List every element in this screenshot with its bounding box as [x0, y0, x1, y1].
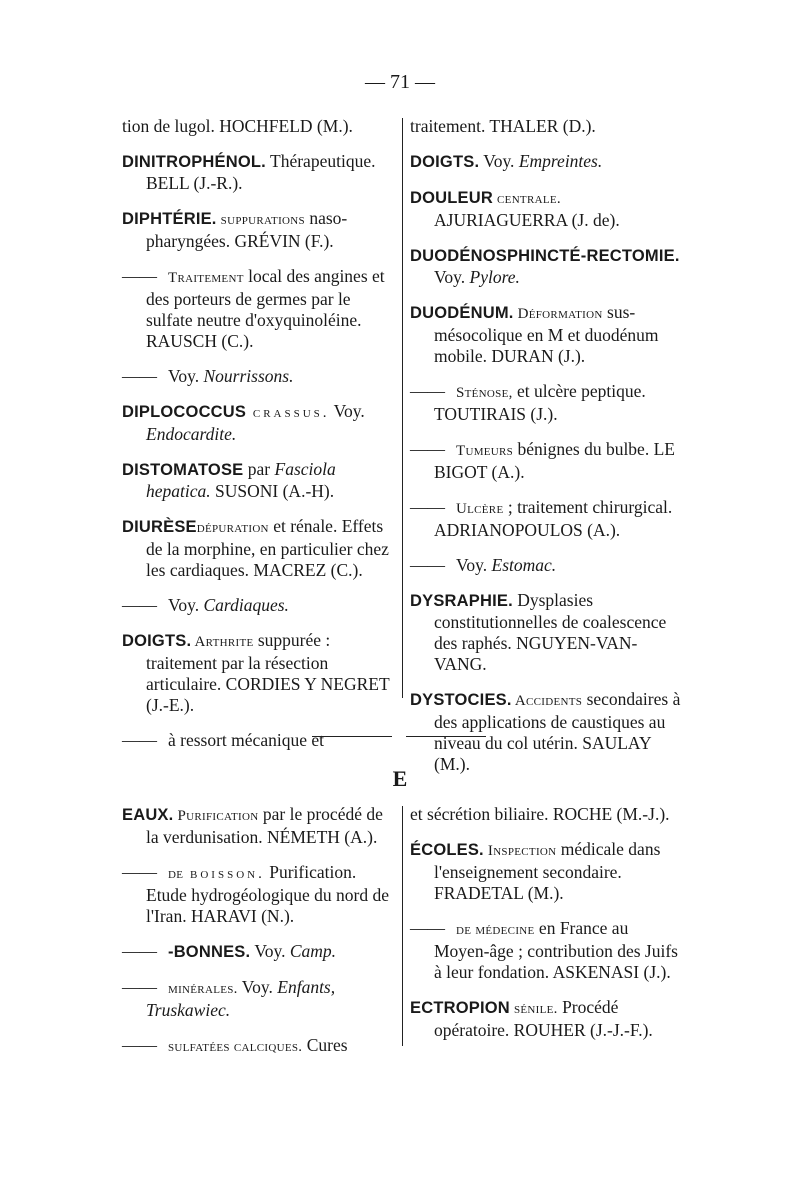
- entry-reference: Pylore.: [469, 267, 520, 287]
- entry-text: ; traitement chirurgical. ADRIANOPOULOS (A.).: [434, 497, 673, 540]
- index-entry: [122, 366, 394, 387]
- entry-text: naso-pharyngées. GRÉVIN (F.).: [146, 208, 348, 251]
- index-entry: [122, 977, 394, 1021]
- entry-text: AJURIAGUERRA (J. de).: [434, 210, 620, 230]
- index-entry: [122, 730, 394, 751]
- entry-text: Procédé opératoire. ROUHER (J.-J.-F.).: [434, 997, 653, 1040]
- entry-headword: DYSTOCIES.: [410, 691, 512, 709]
- index-entry: [410, 302, 686, 367]
- entry-subheading: Traitement: [168, 270, 244, 286]
- entry-text: Thérapeutique. BELL (J.-R.).: [146, 151, 376, 193]
- column-right-top: [410, 116, 686, 789]
- entry-spaced-term: boisson.: [183, 866, 265, 882]
- entry-text: Purification. Etude hydrogéologique du nord de l'Iran. HARAVI (N.).: [146, 862, 390, 926]
- index-entry: [122, 595, 394, 616]
- entry-reference: Enfants, Truskawiec.: [146, 977, 336, 1020]
- entry-text: Voy.: [237, 977, 278, 997]
- index-entry: [410, 997, 686, 1041]
- entry-reference: Empreintes.: [518, 151, 603, 171]
- column-divider-bottom: [402, 806, 403, 1046]
- index-entry: [410, 555, 686, 576]
- entry-subheading: sénile.: [509, 1001, 558, 1017]
- continuation-dash: ——: [410, 918, 445, 938]
- entry-text: Voy.: [434, 267, 470, 287]
- column-left-top: [122, 116, 394, 765]
- entry-subheading: suppurations: [216, 212, 305, 228]
- entry-subheading: Tumeurs: [456, 443, 514, 459]
- continuation-dash: ——: [122, 595, 157, 615]
- column-left-bottom: [122, 804, 394, 1072]
- entry-subheading: sulfatées calciques.: [168, 1039, 303, 1055]
- entry-text: local des angines et des porteurs de germes par le sulfate neutre d'oxyquinoléine. RAUSCH (C.).: [146, 266, 385, 351]
- entry-subheading: de: [168, 866, 184, 882]
- index-entry: [122, 630, 394, 716]
- index-entry: [410, 918, 686, 983]
- index-entry: [410, 689, 686, 775]
- entry-text: Voy.: [479, 151, 519, 171]
- entry-text: bénignes du bulbe. LE BIGOT (A.).: [434, 439, 675, 482]
- index-entry: [410, 439, 686, 483]
- continuation-dash: ——: [122, 1035, 157, 1055]
- entry-subheading: Ulcère: [456, 501, 504, 517]
- entry-subheading: de médecine: [456, 922, 535, 938]
- entry-reference: Fasciola hepatica.: [146, 459, 336, 501]
- entry-text: Voy.: [168, 595, 204, 615]
- index-entry: [410, 804, 686, 825]
- entry-text: sus-mésocolique en M et duodénum mobile. DURAN (J.).: [434, 302, 659, 366]
- entry-text: Dysplasies constitutionnelles de coalescence des raphés. NGUYEN-VAN-VANG.: [434, 590, 667, 674]
- entry-text: Voy.: [329, 401, 365, 421]
- continuation-dash: ——: [122, 977, 157, 997]
- index-entry: [122, 941, 394, 963]
- index-entry: [122, 516, 394, 581]
- column-divider-top: [402, 118, 403, 698]
- continuation-dash: ——: [122, 266, 157, 286]
- entry-reference: Endocardite.: [146, 424, 237, 444]
- index-entry: [122, 862, 394, 927]
- index-entry: [410, 245, 686, 288]
- continuation-dash: ——: [410, 497, 445, 517]
- entry-subheading: Inspection: [483, 843, 557, 859]
- index-entry: [410, 497, 686, 541]
- entry-headword: DINITROPHÉNOL.: [122, 153, 266, 171]
- entry-reference: Cardiaques.: [203, 595, 289, 615]
- entry-subheading: Accidents: [511, 693, 583, 709]
- entry-subheading: centrale.: [492, 191, 561, 207]
- entry-headword: DIPLOCOCCUS: [122, 403, 247, 421]
- entry-subheading: dépuration: [196, 520, 269, 536]
- index-entry: [122, 401, 394, 445]
- entry-text: par le procédé de la verdunisation. NÉMETH (A.).: [146, 804, 383, 847]
- entry-text: secondaires à des applications de caustiques au niveau du col utérin. SAULAY (M.).: [434, 689, 681, 774]
- entry-subheading: Arthrite: [191, 634, 254, 650]
- index-entry: [122, 116, 394, 137]
- continuation-dash: ——: [410, 439, 445, 459]
- entry-headword: EAUX.: [122, 806, 174, 824]
- entry-text: par: [243, 459, 275, 479]
- entry-text: Voy.: [250, 941, 290, 961]
- entry-author: rénale. Effets de la morphine, en particulier chez les cardiaques. MACREZ (C.).: [146, 516, 389, 580]
- section-divider-right: [406, 736, 486, 737]
- entry-text: en France au Moyen-âge ; contribution des Juifs à leur fondation. ASKENASI (J.).: [434, 918, 678, 982]
- entry-headword: DUODÉNOSPHINCTÉ-RECTOMIE.: [410, 247, 680, 265]
- entry-headword: DOIGTS.: [122, 632, 192, 650]
- entry-headword: DYSRAPHIE.: [410, 592, 513, 610]
- entry-text: Cures: [302, 1035, 348, 1055]
- entry-subheading: Déformation: [513, 306, 603, 322]
- index-entry: [122, 1035, 394, 1058]
- continuation-dash: ——: [122, 730, 157, 750]
- continuation-dash: ——: [410, 381, 445, 401]
- index-entry: [122, 459, 394, 502]
- index-entry: [410, 590, 686, 675]
- continuation-dash: ——: [122, 941, 157, 961]
- entry-text: traitement. THALER (D.).: [410, 116, 596, 136]
- entry-subheading: Purification: [173, 808, 259, 824]
- continuation-dash: ——: [122, 366, 157, 386]
- entry-reference: Camp.: [289, 941, 337, 961]
- entry-reference: Estomac.: [491, 555, 557, 575]
- index-entry: [410, 187, 686, 231]
- entry-text: suppurée : traitement par la résection articulaire. CORDIES Y NEGRET (J.-E.).: [146, 630, 390, 715]
- index-entry: [410, 116, 686, 137]
- entry-text: et sécrétion biliaire. ROCHE (M.-J.).: [410, 804, 670, 824]
- entry-headword: -BONNES.: [168, 943, 251, 961]
- entry-text: Voy.: [168, 366, 204, 386]
- column-right-bottom: [410, 804, 686, 1055]
- entry-headword: DISTOMATOSE: [122, 461, 244, 479]
- entry-headword: DIURÈSE: [122, 518, 197, 536]
- entry-headword: DUODÉNUM.: [410, 304, 514, 322]
- entry-text: tion de lugol. HOCHFELD (M.).: [122, 116, 353, 136]
- entry-headword: ÉCOLES.: [410, 841, 484, 859]
- entry-reference: Nourrissons.: [203, 366, 294, 386]
- entry-spaced-term: crassus.: [246, 405, 330, 421]
- page-number: — 71 —: [365, 71, 435, 93]
- entry-text: et ulcère peptique. TOUTIRAIS (J.).: [434, 381, 646, 424]
- index-entry: [410, 151, 686, 173]
- entry-subheading: Sténose,: [456, 385, 513, 401]
- entry-text: Voy.: [456, 555, 492, 575]
- section-divider-left: [312, 736, 392, 737]
- continuation-dash: ——: [410, 555, 445, 575]
- index-entry: [122, 266, 394, 352]
- index-entry: [122, 208, 394, 252]
- entry-subheading: minérales.: [168, 981, 238, 997]
- entry-headword: ECTROPION: [410, 999, 510, 1017]
- entry-text: et: [268, 516, 291, 536]
- continuation-dash: ——: [122, 862, 157, 882]
- entry-headword: DIPHTÉRIE.: [122, 210, 217, 228]
- section-letter: E: [392, 766, 408, 791]
- entry-text: médicale dans l'enseignement secondaire. FRADETAL (M.).: [434, 839, 661, 903]
- index-entry: [122, 804, 394, 848]
- entry-headword: DOIGTS.: [410, 153, 480, 171]
- index-entry: [410, 839, 686, 904]
- entry-author: SUSONI (A.-H).: [210, 481, 335, 501]
- entry-headword: DOULEUR: [410, 189, 493, 207]
- entry-text: à ressort mécanique et: [168, 730, 324, 750]
- index-entry: [410, 381, 686, 425]
- index-entry: [122, 151, 394, 194]
